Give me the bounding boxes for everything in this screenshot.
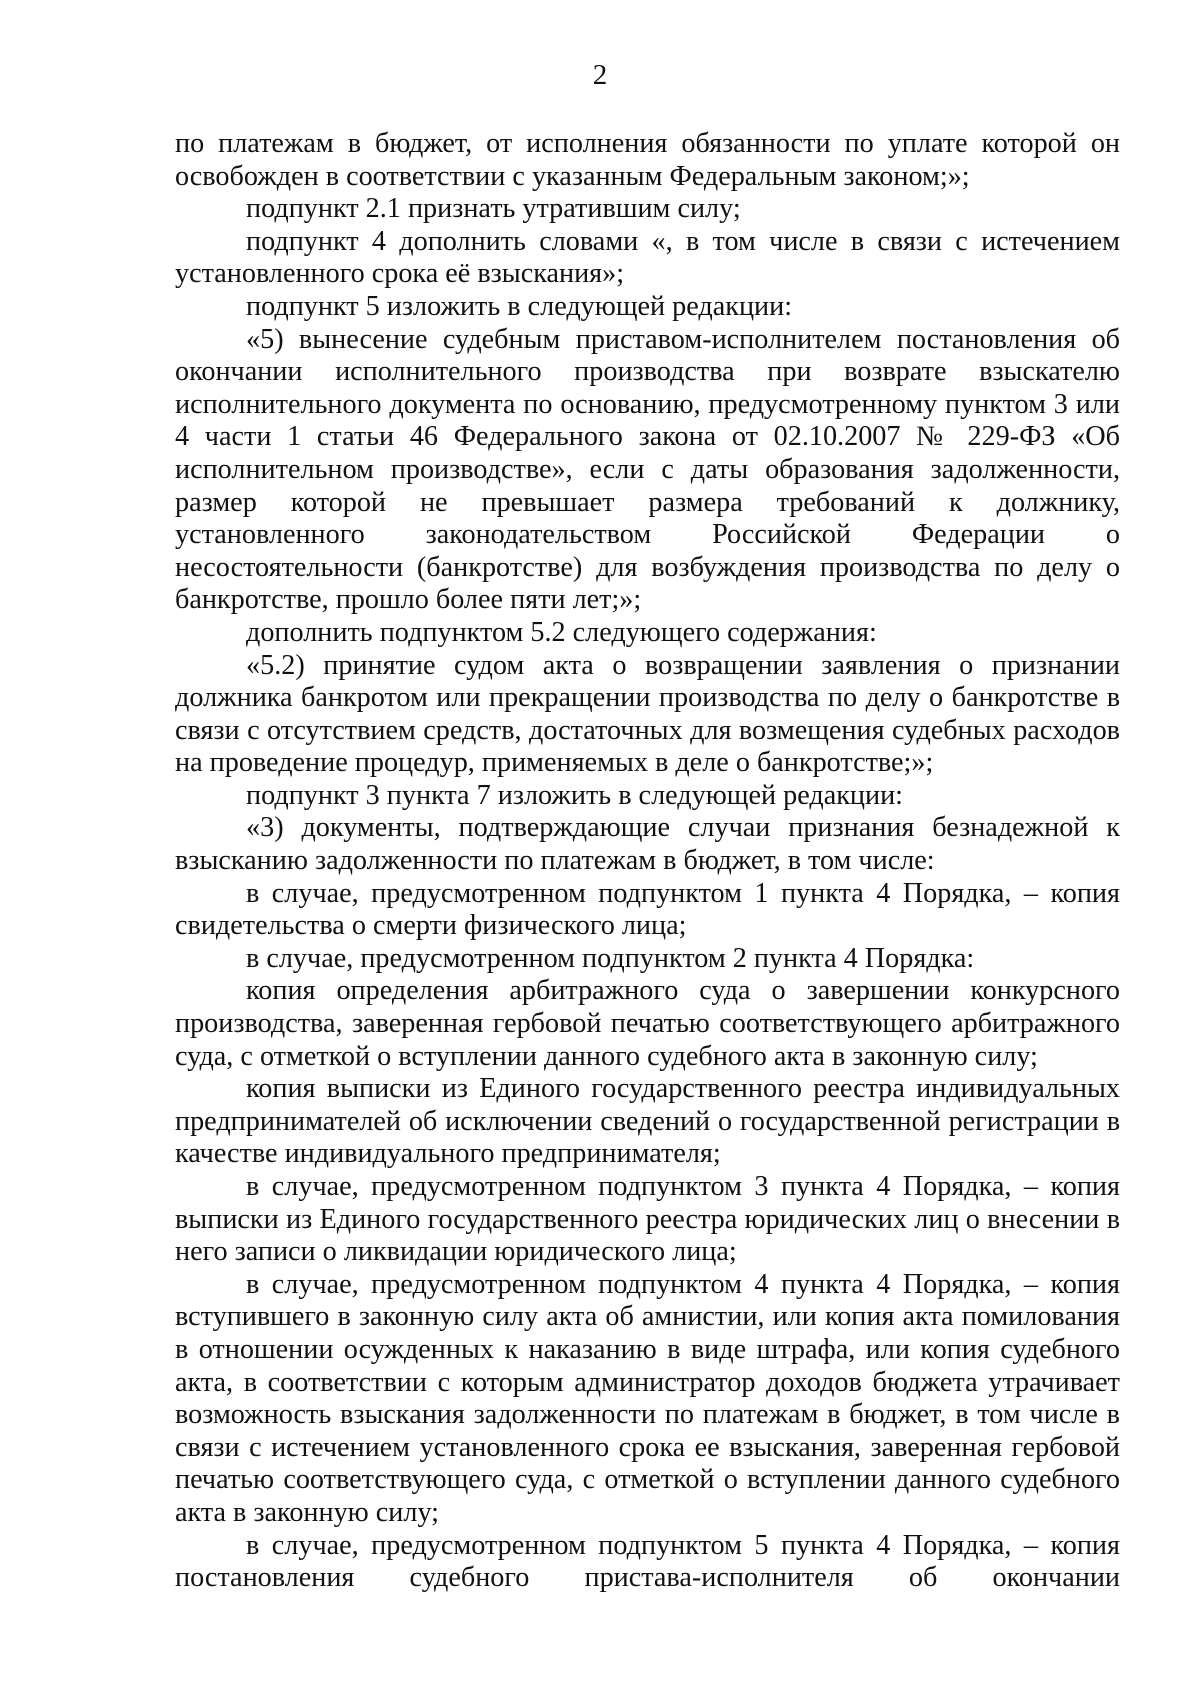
paragraph-documents: «3) документы, подтверждающие случаи признания безнадежной к взысканию задолженности по платежам в бюджет, в том числе: xyxy=(175,812,1120,877)
paragraph-item-7-intro: подпункт 3 пункта 7 изложить в следующей редакции: xyxy=(246,779,903,811)
paragraph-subitem-5-2-text: «5.2) принятие судом акта о возвращении заявления о признании должника банкротом или прекращении производства по делу о банкротстве в связи с отсутствием средств, достаточных для возмещения судебных расходов на проведение процедур, применяемых в деле о банкротстве;»; xyxy=(175,649,1120,779)
paragraph-subitem-5-intro: подпункт 5 изложить в следующей редакции: xyxy=(246,290,793,322)
paragraph-subitem-4: подпункт 4 дополнить словами «, в том числе в связи с истечением установленного срока её взыскания»; xyxy=(175,225,1120,290)
paragraph-case-4: в случае, предусмотренном подпунктом 4 пункта 4 Порядка, – копия вступившего в законную силу акта об амнистии, или копия акта помилования в отношении осужденных к наказанию в виде штрафа, или копия судебного акта, в соответствии с которым администратор доходов бюджета утрачивает возможность взыскания задолженности по платежам в бюджет, в том числе в связи с истечением установленного срока ее взыскания, заверенная гербовой печатью соответствующего суда, с отметкой о вступлении данного судебного акта в законную силу; xyxy=(175,1268,1120,1528)
paragraph-case-2-arbitration: копия определения арбитражного суда о завершении конкурсного производства, заверенная гербовой печатью соответствующего арбитражного суда, с отметкой о вступлении данного судебного акта в законную силу; xyxy=(175,975,1120,1072)
paragraph-subitem-5-2-intro: дополнить подпунктом 5.2 следующего содержания: xyxy=(246,616,877,648)
paragraph-subitem-2-1: подпункт 2.1 признать утратившим силу; xyxy=(246,193,741,225)
page-number: 2 xyxy=(592,59,608,91)
paragraph-subitem-5-text: «5) вынесение судебным приставом-исполнителем постановления об окончании исполнительного производства при возврате взыскателю исполнительного документа по основанию, предусмотренному пунктом 3 или 4 части 1 статьи 46 Федерального закона от 02.10.2007 № 229-ФЗ «Об исполнительном производстве», если с даты образования задолженности, размер которой не превышает размера требований к должнику, установленного законодательством Российской Федерации о несостоятельности (банкротстве) для возбуждения производства по делу о банкротстве, прошло более пяти лет;»; xyxy=(175,323,1120,616)
document-body xyxy=(175,128,1120,1595)
paragraph-case-1: в случае, предусмотренном подпунктом 1 пункта 4 Порядка, – копия свидетельства о смерти физического лица; xyxy=(175,877,1120,942)
paragraph-case-2: в случае, предусмотренном подпунктом 2 пункта 4 Порядка: xyxy=(246,942,975,974)
paragraph-case-5: в случае, предусмотренном подпунктом 5 пункта 4 Порядка, – копия постановления судебного пристава-исполнителя об окончании xyxy=(175,1529,1120,1594)
paragraph-case-2-registry: копия выписки из Единого государственного реестра индивидуальных предпринимателей об исключении сведений о государственной регистрации в качестве индивидуального предпринимателя; xyxy=(175,1073,1120,1170)
paragraph-case-3: в случае, предусмотренном подпунктом 3 пункта 4 Порядка, – копия выписки из Единого государственного реестра юридических лиц о внесении в него записи о ликвидации юридического лица; xyxy=(175,1171,1120,1268)
paragraph-continuation: по платежам в бюджет, от исполнения обязанности по уплате которой он освобожден в соответствии с указанным Федеральным законом;»; xyxy=(175,128,1120,192)
